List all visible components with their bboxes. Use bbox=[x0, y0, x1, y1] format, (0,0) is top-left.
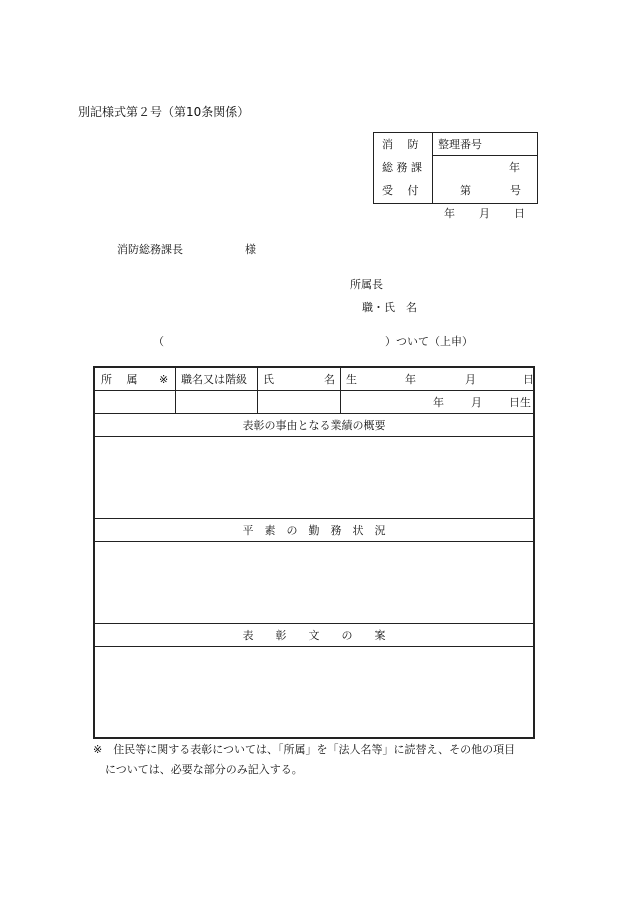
birth-year-label: 年 bbox=[433, 396, 444, 409]
header-mark: ※ bbox=[159, 373, 169, 386]
receipt-go: 号 bbox=[510, 184, 521, 197]
receipt-divider bbox=[433, 155, 537, 156]
header-name-left: 氏 bbox=[263, 373, 274, 386]
header-name-right: 名 bbox=[324, 373, 335, 386]
row-divider bbox=[95, 541, 533, 542]
receipt-number-label: 整理番号 bbox=[438, 138, 482, 151]
date-month: 月 bbox=[479, 207, 490, 220]
birth-day-label: 日生 bbox=[509, 396, 531, 409]
row-divider bbox=[95, 436, 533, 437]
footnote-line2: については、必要な部分のみ記入する。 bbox=[105, 763, 303, 776]
subject-suffix: ）ついて（上申） bbox=[385, 335, 473, 348]
receipt-label-row2: 総 務 課 bbox=[382, 161, 422, 174]
receipt-dai: 第 bbox=[460, 184, 471, 197]
header-birth: 生 bbox=[346, 373, 357, 386]
header-affiliation: 所 属 bbox=[101, 373, 138, 386]
section-work-status: 平 素 の 勤 務 状 況 bbox=[242, 524, 386, 537]
header-birth-month: 月 bbox=[465, 373, 476, 386]
birth-month-label: 月 bbox=[471, 396, 482, 409]
column-divider bbox=[257, 368, 258, 414]
date-year: 年 bbox=[444, 207, 455, 220]
section-achievement-summary: 表彰の事由となる業績の概要 bbox=[242, 419, 386, 432]
receipt-year: 年 bbox=[509, 161, 520, 174]
receipt-label-row3: 受 付 bbox=[382, 184, 419, 197]
section-commendation-draft: 表 彰 文 の 案 bbox=[242, 629, 386, 642]
receipt-label-row1: 消 防 bbox=[382, 138, 419, 151]
header-birth-day: 日 bbox=[523, 373, 534, 386]
column-divider bbox=[175, 368, 176, 414]
sender-affiliation: 所属長 bbox=[350, 278, 383, 291]
row-divider bbox=[95, 390, 533, 391]
subject-open-paren: （ bbox=[153, 335, 164, 348]
row-divider bbox=[95, 518, 533, 519]
header-title-rank: 職名又は階級 bbox=[181, 373, 247, 386]
column-divider bbox=[340, 368, 341, 414]
addressee-honorific: 様 bbox=[245, 243, 256, 256]
date-day: 日 bbox=[514, 207, 525, 220]
addressee-name: 消防総務課長 bbox=[117, 243, 183, 256]
receipt-divider bbox=[432, 133, 433, 203]
footnote-line1: ※ 住民等に関する表彰については、「所属」を「法人名等」に読替え、その他の項目 bbox=[93, 743, 516, 756]
header-birth-year: 年 bbox=[405, 373, 416, 386]
row-divider bbox=[95, 413, 533, 414]
sender-name-label: 職・氏 名 bbox=[362, 301, 417, 314]
row-divider bbox=[95, 623, 533, 624]
recommendation-table bbox=[93, 366, 535, 739]
row-divider bbox=[95, 646, 533, 647]
receipt-box bbox=[373, 132, 538, 204]
form-number: 別記様式第２号（第10条関係） bbox=[78, 105, 250, 119]
